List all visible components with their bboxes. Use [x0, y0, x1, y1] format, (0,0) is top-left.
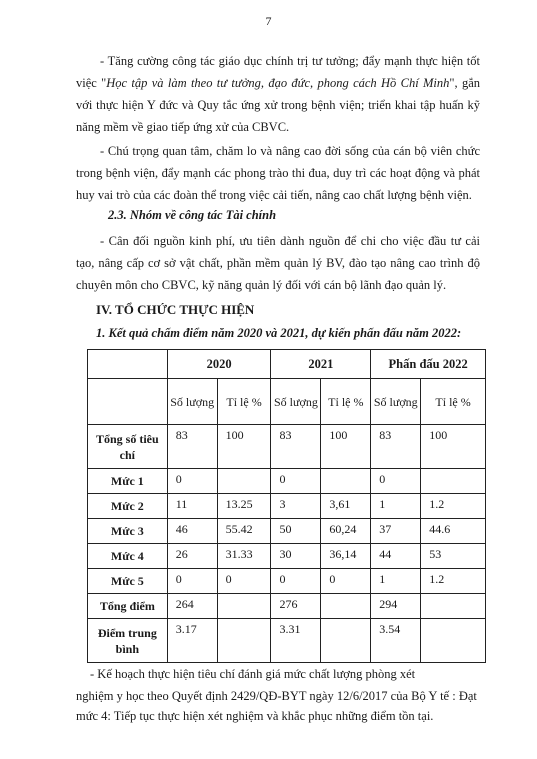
subheader-count: Số lượng [271, 379, 321, 425]
footer-line-1: - Kế hoạch thực hiện tiêu chí đánh giá mức chất lượng phòng xét [90, 667, 416, 681]
table-cell: 11 [167, 494, 217, 519]
table-cell: 44 [371, 544, 421, 569]
table-cell [321, 469, 371, 494]
paragraph-1 [76, 50, 480, 138]
table-corner-cell [88, 350, 168, 379]
section-heading: IV. TỔ CHỨC THỰC HIỆN [96, 302, 255, 317]
paragraph-1-line-1: - Tăng cường công tác giáo dục chính trị tư tưởng; đẩy mạnh thực hiện tốt [100, 54, 480, 68]
table-row [88, 494, 486, 519]
table-cell [421, 619, 486, 663]
table-row [88, 519, 486, 544]
footer-line-2: nghiệm y học theo Quyết định 2429/QĐ-BYT ngày 12/6/2017 của Bộ Y tế : Đạt [76, 689, 477, 703]
subheader-count: Số lượng [167, 379, 217, 425]
table-cell: 276 [271, 594, 321, 619]
table-cell: 53 [421, 544, 486, 569]
table-header-row [88, 350, 486, 379]
table-cell: 100 [421, 425, 486, 469]
table-cell: 100 [321, 425, 371, 469]
table-subheader-row [88, 379, 486, 425]
paragraph-3: - Cân đối nguồn kinh phí, ưu tiên dành nguồn để chi cho việc đầu tư cải tạo, nâng cấp cơ sở vật chất, phần mềm quản lý BV, đào tạo nâng cao trình độ chuyên môn cho CBVC, kỹ năng quản lý đối với cán bộ lãnh đạo quản lý. [76, 234, 480, 292]
paragraph-1-italic-phrase: Học tập và làm theo tư tưởng, đạo đức, phong cách Hồ Chí Minh [106, 76, 450, 90]
table-cell: 3,61 [321, 494, 371, 519]
year-header-2022-target: Phấn đấu 2022 [371, 350, 486, 379]
table-cell: 3 [271, 494, 321, 519]
results-table [87, 349, 486, 663]
table-cell: 0 [271, 469, 321, 494]
table-subheader-empty [88, 379, 168, 425]
table-cell: 0 [371, 469, 421, 494]
year-header-2020: 2020 [167, 350, 271, 379]
row-label: Mức 5 [88, 569, 168, 594]
table-cell: 294 [371, 594, 421, 619]
table-row [88, 544, 486, 569]
table-cell: 26 [167, 544, 217, 569]
page-number: 7 [265, 14, 272, 28]
table-cell: 1.2 [421, 494, 486, 519]
table-cell: 1 [371, 569, 421, 594]
table-cell: 1 [371, 494, 421, 519]
table-cell [217, 469, 271, 494]
table-cell: 13.25 [217, 494, 271, 519]
row-label: Tổng điểm [88, 594, 168, 619]
table-cell: 3.31 [271, 619, 321, 663]
table-cell: 55.42 [217, 519, 271, 544]
table-cell [217, 594, 271, 619]
table-cell: 3.17 [167, 619, 217, 663]
table-cell: 36,14 [321, 544, 371, 569]
table-cell: 30 [271, 544, 321, 569]
table-cell: 83 [167, 425, 217, 469]
year-header-2021: 2021 [271, 350, 371, 379]
table-cell: 100 [217, 425, 271, 469]
paragraph-2: - Chú trọng quan tâm, chăm lo và nâng cao đời sống của cán bộ viên chức trong bệnh viện, đẩy mạnh các phong trào thi đua, duy trì các hoạt động và phát huy vai trò của các đoàn thể trong việc cải tiến, nâng cao chất lượng bệnh viện. [76, 144, 480, 202]
table-cell [321, 619, 371, 663]
row-label: Mức 3 [88, 519, 168, 544]
table-row [88, 425, 486, 469]
row-label: Mức 2 [88, 494, 168, 519]
table-cell: 3.54 [371, 619, 421, 663]
subheader-percent: Tỉ lệ % [421, 379, 486, 425]
table-cell: 83 [271, 425, 321, 469]
table-cell: 44.6 [421, 519, 486, 544]
table-row [88, 594, 486, 619]
table-cell [217, 619, 271, 663]
table-title: 1. Kết quả chấm điểm năm 2020 và 2021, dự kiến phấn đấu năm 2022: [96, 326, 462, 340]
table-cell [421, 594, 486, 619]
subheader-count: Số lượng [371, 379, 421, 425]
paragraph-1-quote-close: ", gắn với [76, 76, 480, 112]
table-cell: 37 [371, 519, 421, 544]
subheader-percent: Tỉ lệ % [321, 379, 371, 425]
table-cell [321, 594, 371, 619]
row-label: Tổng số tiêu chí [88, 425, 168, 469]
table-cell: 31.33 [217, 544, 271, 569]
paragraph-1-rest: thực hiện Y đức và Quy tắc ứng xử trong bệnh viện; triển khai tập huấn kỹ năng mềm về giao tiếp ứng xử của CBVC. [76, 98, 480, 134]
table-cell: 46 [167, 519, 217, 544]
subheader-percent: Tỉ lệ % [217, 379, 271, 425]
table-cell: 0 [167, 569, 217, 594]
table-row [88, 469, 486, 494]
paragraph-1-quote-open: việc " [76, 76, 107, 90]
row-label: Điểm trung bình [88, 619, 168, 663]
table-cell: 60,24 [321, 519, 371, 544]
table-cell: 50 [271, 519, 321, 544]
table-cell: 264 [167, 594, 217, 619]
table-cell: 0 [217, 569, 271, 594]
table-cell [421, 469, 486, 494]
footer-line-3: mức 4: Tiếp tục thực hiện xét nghiệm và khắc phục những điểm tồn tại. [76, 709, 434, 723]
table-cell: 0 [271, 569, 321, 594]
table-cell: 0 [167, 469, 217, 494]
table-cell: 1.2 [421, 569, 486, 594]
table-row [88, 619, 486, 663]
table-row [88, 569, 486, 594]
row-label: Mức 1 [88, 469, 168, 494]
table-cell: 83 [371, 425, 421, 469]
row-label: Mức 4 [88, 544, 168, 569]
subheading-finance: 2.3. Nhóm về công tác Tài chính [108, 208, 277, 222]
table-cell: 0 [321, 569, 371, 594]
